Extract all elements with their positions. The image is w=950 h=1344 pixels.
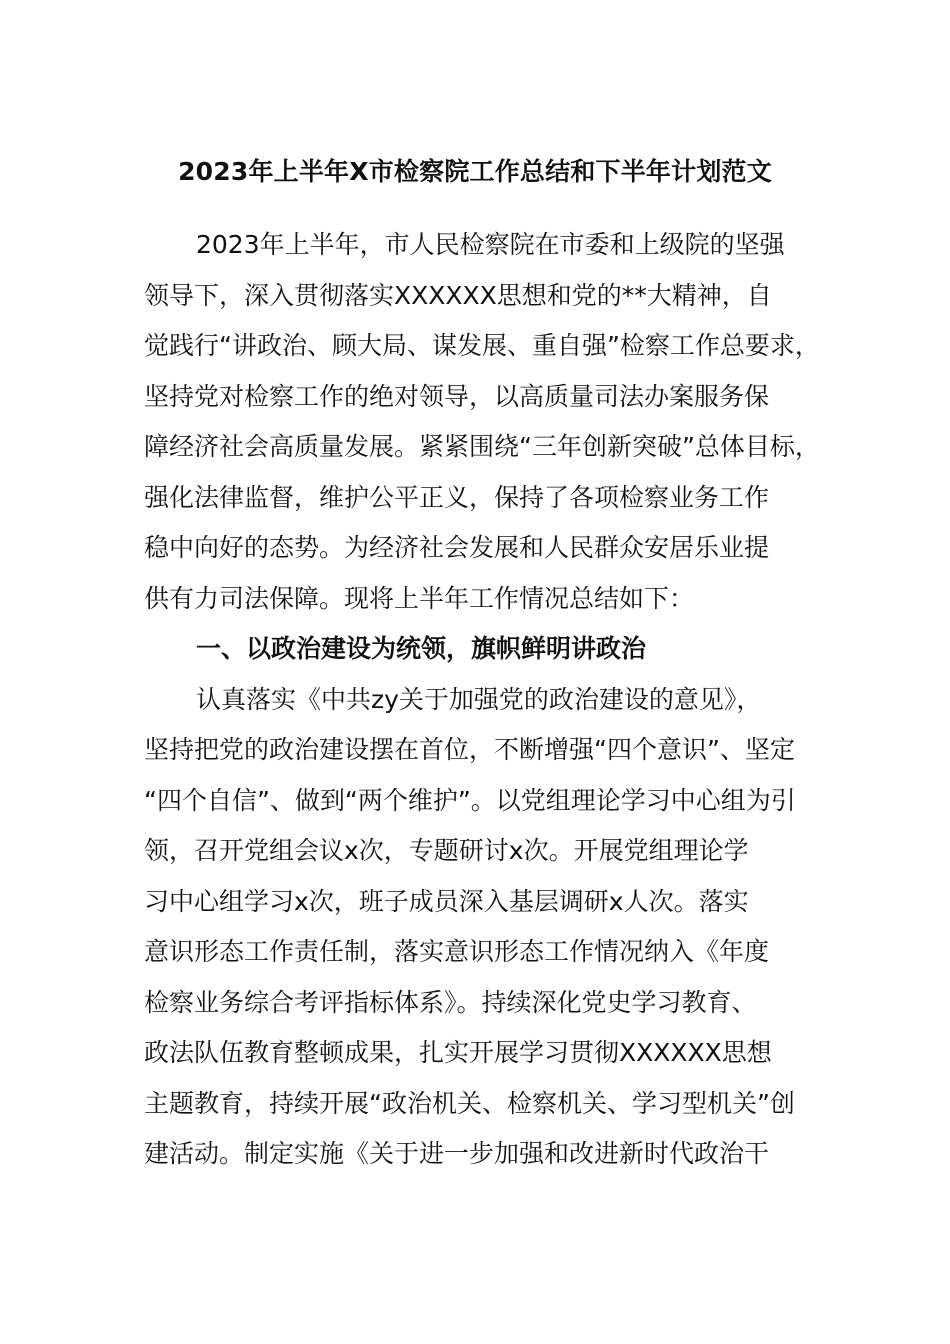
paragraph-line: 主题教育，持续开展“政治机关、检察机关、学习型机关”创 bbox=[144, 1088, 795, 1118]
paragraph-line: 觉践行“讲政治、顾大局、谋发展、重自强”检察工作总要求， bbox=[144, 331, 820, 360]
paragraph-line: 坚持党对检察工作的绝对领导，以高质量司法办案服务保 bbox=[144, 381, 770, 411]
paragraph-line: 供有力司法保障。现将上半年工作情况总结如下： bbox=[144, 583, 695, 613]
paragraph-line: 政法队伍教育整顿成果，扎实开展学习贯彻XXXXXX思想 bbox=[144, 1038, 772, 1067]
paragraph-line: 检察业务综合考评指标体系》。持续深化党史学习教育、 bbox=[144, 987, 757, 1017]
paragraph-line: 2023年上半年，市人民检察院在市委和上级院的坚强 bbox=[196, 230, 785, 259]
paragraph-line: 坚持把党的政治建设摆在首位，不断增强“四个意识”、坚定 bbox=[144, 735, 795, 764]
paragraph-line: 认真落实《中共zy关于加强党的政治建设的意见》， bbox=[196, 684, 762, 714]
paragraph-line: 障经济社会高质量发展。紧紧围绕“三年创新突破”总体目标， bbox=[144, 432, 820, 461]
paragraph-line: “四个自信”、做到“两个维护”。以党组理论学习中心组为引 bbox=[144, 785, 796, 815]
paragraph-line: 稳中向好的态势。为经济社会发展和人民群众安居乐业提 bbox=[144, 533, 770, 562]
section-heading: 一、以政治建设为统领，旗帜鲜明讲政治 bbox=[196, 634, 647, 663]
paragraph-line: 强化法律监督，维护公平正义，保持了各项检察业务工作 bbox=[144, 482, 770, 512]
paragraph-line: 领，召开党组会议x次，专题研讨x次。开展党组理论学 bbox=[144, 836, 749, 865]
paragraph-line: 意识形态工作责任制，落实意识形态工作情况纳入《年度 bbox=[144, 937, 770, 966]
document-title: 2023年上半年X市检察院工作总结和下半年计划范文 bbox=[178, 157, 772, 186]
paragraph-line: 习中心组学习x次，班子成员深入基层调研x人次。落实 bbox=[144, 886, 749, 916]
paragraph-line: 领导下，深入贯彻落实XXXXXX思想和党的**大精神，自 bbox=[144, 280, 772, 310]
paragraph-line: 建活动。制定实施《关于进一步加强和改进新时代政治干 bbox=[144, 1139, 770, 1168]
